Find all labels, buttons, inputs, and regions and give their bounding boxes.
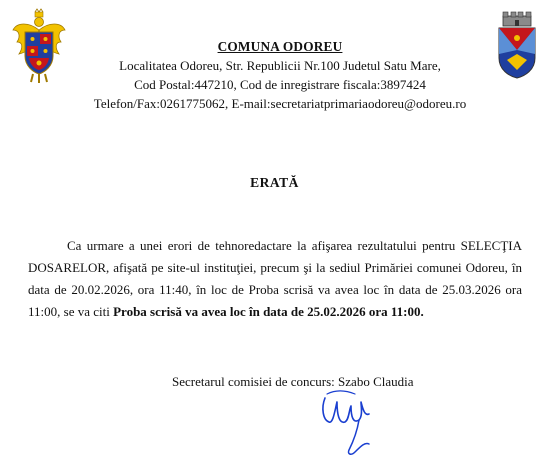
body-paragraph [28, 235, 522, 323]
romania-coat-of-arms-icon [11, 8, 67, 84]
body-emphasis-text: Proba scrisă va avea loc în data de 25.02.2026 ora 11:00. [113, 304, 424, 319]
document-body [28, 235, 522, 323]
institution-address: Localitatea Odoreu, Str. Republicii Nr.100 Judetul Satu Mare, [119, 58, 441, 73]
institution-codes: Cod Postal:447210, Cod de inregistrare fiscala:3897424 [134, 77, 426, 92]
institution-name: COMUNA ODOREU [217, 39, 343, 54]
odoreu-commune-crest-icon [497, 10, 537, 86]
body-lead-text: Ca urmare a unei erori de tehnoredactare la afişarea rezultatului pentru SELECŢIA DOSARELOR, afişată pe site-ul instituţiei, precum şi la sediul Primăriei comunei Odoreu, în data de 20.02.2026, ora 11:40, în loc de Proba scrisă va avea loc în data de 25.03.2026 ora 11:00, se va citi [28, 238, 522, 319]
signature-line: Secretarul comisiei de concurs: Szabo Claudia [172, 374, 414, 389]
institution-header [60, 38, 500, 113]
institution-contact: Telefon/Fax:0261775062, E-mail:secretariatprimariaodoreu@odoreu.ro [93, 96, 467, 111]
handwritten-signature-icon [315, 380, 385, 460]
document-title: ERATĂ [250, 175, 299, 190]
